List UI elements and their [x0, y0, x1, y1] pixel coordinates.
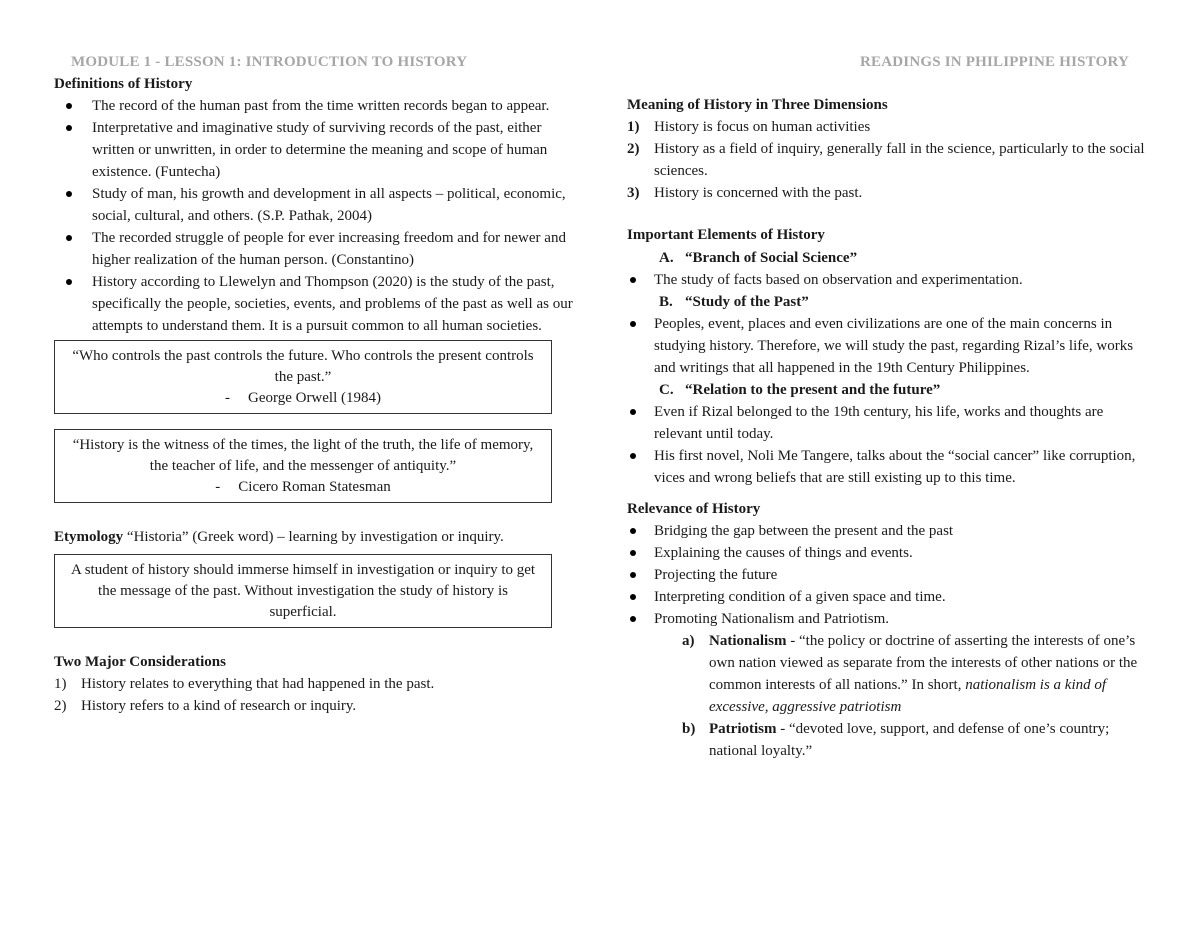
relevance-sublist	[627, 630, 1152, 762]
list-item: Explaining the causes of things and events.	[627, 542, 1152, 564]
quote-text: “History is the witness of the times, the light of the truth, the life of memory, the teacher of life, and the messenger of antiquity.”	[72, 437, 534, 474]
list-item-nationalism	[682, 630, 1152, 718]
element-b-heading	[627, 291, 1152, 313]
list-item	[627, 182, 1152, 204]
considerations-heading: Two Major Considerations	[54, 654, 226, 670]
definitions-heading: Definitions of History	[54, 76, 193, 92]
list-item: Projecting the future	[627, 564, 1152, 586]
element-letter: B.	[659, 294, 673, 310]
quote-text: “Who controls the past controls the future. Who controls the present controls the past.”	[72, 348, 534, 385]
item-number: 2)	[627, 141, 640, 157]
list-item: Even if Rizal belonged to the 19th century, his life, works and thoughts are relevant until today.	[627, 401, 1152, 445]
right-column	[627, 94, 1152, 762]
item-number: 3)	[627, 185, 640, 201]
element-letter: A.	[659, 250, 674, 266]
list-item: Bridging the gap between the present and the past	[627, 520, 1152, 542]
etymology-text: “Historia” (Greek word) – learning by investigation or inquiry.	[123, 529, 504, 545]
item-letter: a)	[682, 633, 695, 649]
quote-author: George Orwell (1984)	[247, 390, 381, 406]
student-note-text: A student of history should immerse himself in investigation or inquiry to get the message of the past. Without investigation the study of history is superficial.	[70, 562, 536, 620]
item-letter: b)	[682, 721, 696, 737]
element-b-list	[627, 313, 1152, 379]
etymology-label: Etymology	[54, 529, 124, 545]
relevance-heading: Relevance of History	[627, 501, 761, 517]
element-c-heading	[627, 379, 1152, 401]
considerations-list	[54, 673, 576, 717]
list-item	[627, 116, 1152, 138]
list-item-patriotism	[682, 718, 1152, 762]
quote-box-cicero	[54, 429, 552, 503]
list-item: The recorded struggle of people for ever increasing freedom and for newer and higher realization of the human person. (Constantino)	[54, 227, 576, 271]
element-c-list	[627, 401, 1152, 489]
item-text: History relates to everything that had happened in the past.	[81, 676, 435, 692]
list-item	[54, 673, 576, 695]
list-item: Interpretative and imaginative study of surviving records of the past, either written or unwritten, in order to determine the meaning and scope of human existence. (Funtecha)	[54, 117, 576, 183]
quote-dash: -	[224, 390, 230, 406]
item-text: History as a field of inquiry, generally fall in the science, particularly to the social sciences.	[654, 141, 1145, 179]
list-item: His first novel, Noli Me Tangere, talks about the “social cancer” like corruption, vices and wrong beliefs that are still existing up to this time.	[627, 445, 1152, 489]
term: Patriotism	[709, 721, 777, 737]
item-number: 1)	[54, 676, 67, 692]
header-course-title: READINGS IN PHILIPPINE HISTORY	[860, 54, 1129, 70]
list-item	[627, 138, 1152, 182]
left-column	[54, 73, 576, 717]
elements-heading: Important Elements of History	[627, 227, 825, 243]
list-item: Promoting Nationalism and Patriotism.	[627, 608, 1152, 630]
item-text: History is focus on human activities	[654, 119, 871, 135]
item-number: 1)	[627, 119, 640, 135]
list-item: Interpreting condition of a given space and time.	[627, 586, 1152, 608]
element-title: “Branch of Social Science”	[685, 250, 858, 266]
definitions-list	[54, 95, 576, 337]
element-title: “Relation to the present and the future”	[685, 382, 941, 398]
list-item: History according to Llewelyn and Thompson (2020) is the study of the past, specifically the people, societies, events, and problems of the past as well as our attempts to understand them. It is a pursuit common to all human societies.	[54, 271, 576, 337]
term-definition: - “the policy or doctrine of asserting the interests of one’s own nation viewed as separate from the interests of other nations or the common interests of all nations.” In short,	[709, 633, 1138, 693]
list-item: The study of facts based on observation and experimentation.	[627, 269, 1152, 291]
list-item	[54, 695, 576, 717]
term-italic: nationalism is a kind of excessive, aggressive patriotism	[709, 677, 1107, 715]
quote-author-line	[63, 477, 543, 498]
quote-dash: -	[215, 479, 221, 495]
dimensions-heading: Meaning of History in Three Dimensions	[627, 97, 888, 113]
student-note-box	[54, 554, 552, 628]
list-item: Study of man, his growth and development in all aspects – political, economic, social, cultural, and others. (S.P. Pathak, 2004)	[54, 183, 576, 227]
term-definition: - “devoted love, support, and defense of one’s country; national loyalty.”	[709, 721, 1110, 759]
quote-author-line	[63, 388, 543, 409]
header-module-title: MODULE 1 - LESSON 1: INTRODUCTION TO HISTORY	[71, 54, 468, 70]
list-item: Peoples, event, places and even civilizations are one of the main concerns in studying history. Therefore, we will study the past, regarding Rizal’s life, works and writings that all happened in the 19th Century Philippines.	[627, 313, 1152, 379]
item-number: 2)	[54, 698, 67, 714]
element-a-heading	[627, 247, 1152, 269]
element-letter: C.	[659, 382, 674, 398]
item-text: History is concerned with the past.	[654, 185, 863, 201]
list-item: The record of the human past from the time written records began to appear.	[54, 95, 576, 117]
quote-box-orwell	[54, 340, 552, 414]
element-a-list	[627, 269, 1152, 291]
term: Nationalism	[709, 633, 787, 649]
quote-author: Cicero Roman Statesman	[238, 479, 391, 495]
dimensions-list	[627, 116, 1152, 204]
element-title: “Study of the Past”	[685, 294, 809, 310]
etymology-paragraph	[54, 526, 576, 548]
item-text: History refers to a kind of research or inquiry.	[81, 698, 357, 714]
relevance-list	[627, 520, 1152, 630]
